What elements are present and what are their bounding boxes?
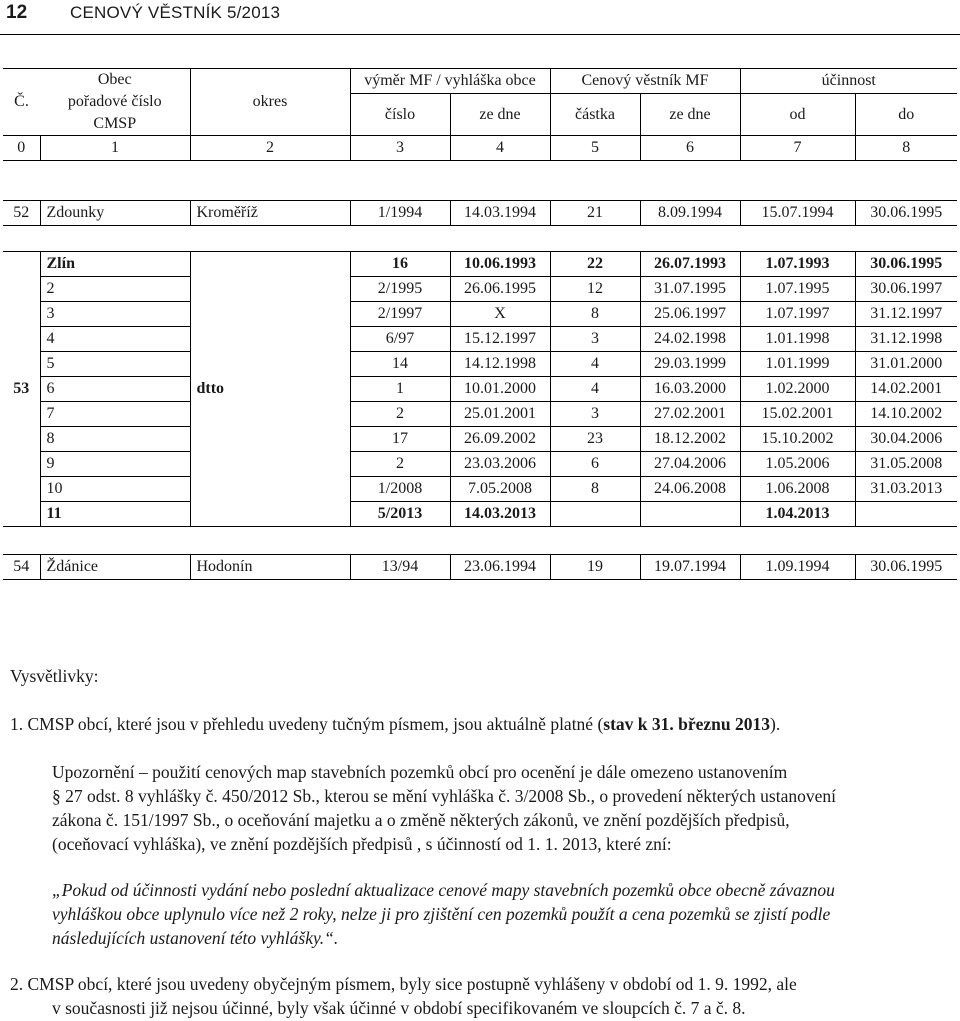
header-c: Č.: [3, 69, 40, 136]
cell-cislo: 13/94: [350, 555, 450, 580]
index-cell: 4: [450, 136, 550, 161]
cell-okres: dtto: [190, 252, 350, 527]
cell-castka: 6: [550, 452, 640, 477]
index-cell: 2: [190, 136, 350, 161]
row-52-table: [3, 200, 957, 226]
group-53-table: [3, 251, 957, 527]
cell-od: 1.06.2008: [740, 477, 855, 502]
cell-okres: Kroměříž: [190, 201, 350, 226]
cell-ze-dne: 14.03.2013: [450, 502, 550, 527]
cell-ze-dne: 23.03.2006: [450, 452, 550, 477]
warning-block: [52, 760, 957, 856]
cell-cislo: 14: [350, 352, 450, 377]
cell-od: 1.07.1995: [740, 277, 855, 302]
cell-do: 14.10.2002: [855, 402, 957, 427]
cell-ze-dne-2: 19.07.1994: [640, 555, 740, 580]
table-row: [3, 302, 957, 327]
table-row: [3, 327, 957, 352]
index-cell: 6: [640, 136, 740, 161]
cell-castka: 19: [550, 555, 640, 580]
cell-cislo: 2/1995: [350, 277, 450, 302]
cell-ze-dne: 14.12.1998: [450, 352, 550, 377]
header-cislo: číslo: [350, 94, 450, 136]
header-poradove: pořadové číslo: [67, 93, 162, 110]
cell-obec: Zdounky: [40, 201, 190, 226]
table-row: [3, 452, 957, 477]
cell-od: 1.09.1994: [740, 555, 855, 580]
header-obec-label: Obec: [97, 71, 132, 88]
table-row: [3, 555, 957, 580]
note-1-post: ).: [770, 714, 781, 734]
table-row: [3, 377, 957, 402]
cell-ze-dne-2: [640, 502, 740, 527]
cell-castka: 4: [550, 352, 640, 377]
cell-obec: 4: [40, 327, 190, 352]
cell-do: 30.06.1995: [855, 201, 957, 226]
cell-ze-dne-2: 24.02.1998: [640, 327, 740, 352]
cell-castka: 23: [550, 427, 640, 452]
cell-okres: Hodonín: [190, 555, 350, 580]
table-row: [3, 402, 957, 427]
cell-ze-dne: 15.12.1997: [450, 327, 550, 352]
index-cell: 0: [3, 136, 40, 161]
cell-obec: 10: [40, 477, 190, 502]
cell-obec: 3: [40, 302, 190, 327]
header-okres: okres: [190, 69, 350, 136]
row-54-table: [3, 554, 957, 580]
index-row: [3, 136, 957, 161]
cell-od: 1.01.1998: [740, 327, 855, 352]
cell-do: 31.12.1997: [855, 302, 957, 327]
table-row: [3, 252, 957, 277]
cell-ze-dne-2: 26.07.1993: [640, 252, 740, 277]
cell-obec: 6: [40, 377, 190, 402]
table-row: [3, 477, 957, 502]
cell-do: 31.01.2000: [855, 352, 957, 377]
cell-obec: 5: [40, 352, 190, 377]
cell-obec: Zlín: [40, 252, 190, 277]
cell-do: 14.02.2001: [855, 377, 957, 402]
cell-od: 1.07.1993: [740, 252, 855, 277]
cell-castka: 3: [550, 402, 640, 427]
cell-od: 1.01.1999: [740, 352, 855, 377]
cell-cislo: 2/1997: [350, 302, 450, 327]
header-cmsp: CMSP: [93, 115, 137, 132]
cell-od: 15.07.1994: [740, 201, 855, 226]
index-cell: 7: [740, 136, 855, 161]
cell-castka: 8: [550, 477, 640, 502]
cell-castka: 8: [550, 302, 640, 327]
cell-ze-dne-2: 16.03.2000: [640, 377, 740, 402]
header-do: do: [855, 94, 957, 136]
header-ze-dne-2: ze dne: [640, 94, 740, 136]
cell-do: 31.12.1998: [855, 327, 957, 352]
cell-ze-dne-2: 25.06.1997: [640, 302, 740, 327]
cell-cislo: 1/2008: [350, 477, 450, 502]
index-cell: 8: [855, 136, 957, 161]
index-cell: 3: [350, 136, 450, 161]
cell-do: 30.04.2006: [855, 427, 957, 452]
cell-ze-dne: 10.01.2000: [450, 377, 550, 402]
cell-ze-dne-2: 31.07.1995: [640, 277, 740, 302]
cell-ze-dne: 26.09.2002: [450, 427, 550, 452]
cell-cislo: 1: [350, 377, 450, 402]
warning-line: zákona č. 151/1997 Sb., o oceňování majetku a o změně některých zákonů, ve znění pozdějších předpisů,: [52, 810, 790, 830]
cell-cislo: 6/97: [350, 327, 450, 352]
cell-ze-dne: 26.06.1995: [450, 277, 550, 302]
warning-line: Upozornění – použití cenových map stavebních pozemků obcí pro ocenění je dále omezeno ustanovením: [52, 762, 788, 782]
cell-ze-dne-2: 27.04.2006: [640, 452, 740, 477]
index-cell: 5: [550, 136, 640, 161]
note-1: [10, 712, 955, 736]
cell-od: 1.02.2000: [740, 377, 855, 402]
table-row: [3, 427, 957, 452]
cell-ze-dne-2: 24.06.2008: [640, 477, 740, 502]
header-ucinnost: účinnost: [740, 69, 957, 94]
cell-cislo: 2: [350, 402, 450, 427]
note-2: [10, 972, 955, 1020]
cell-obec: 2: [40, 277, 190, 302]
quote-line: „Pokud od účinnosti vydání nebo poslední aktualizace cenové mapy stavebních pozemků obce obecně závaznou: [52, 880, 835, 900]
cell-do: 30.06.1997: [855, 277, 957, 302]
cell-obec: Ždánice: [40, 555, 190, 580]
cell-cislo: 16: [350, 252, 450, 277]
header-cenovy: Cenový věstník MF: [550, 69, 740, 94]
index-cell: 1: [40, 136, 190, 161]
warning-line: (oceňovací vyhláška), ve znění pozdějších předpisů , s účinností od 1. 1. 2013, které zní:: [52, 834, 672, 854]
note-1-bold: stav k 31. březnu 2013: [603, 714, 771, 734]
cell-od: 1.05.2006: [740, 452, 855, 477]
table-row: [3, 352, 957, 377]
cell-do: 30.06.1995: [855, 252, 957, 277]
header-vymer: výměr MF / vyhláška obce: [350, 69, 550, 94]
cell-od: 1.04.2013: [740, 502, 855, 527]
cell-ze-dne-2: 8.09.1994: [640, 201, 740, 226]
cell-cislo: 1/1994: [350, 201, 450, 226]
cell-castka: 3: [550, 327, 640, 352]
cell-obec: 8: [40, 427, 190, 452]
note-1-pre: 1. CMSP obcí, které jsou v přehledu uvedeny tučným písmem, jsou aktuálně platné (: [10, 714, 604, 734]
cell-cislo: 2: [350, 452, 450, 477]
cell-ze-dne: 10.06.1993: [450, 252, 550, 277]
journal-title: CENOVÝ VĚSTNÍK 5/2013: [70, 3, 281, 22]
cell-cislo: 5/2013: [350, 502, 450, 527]
cell-castka: 21: [550, 201, 640, 226]
page-number: 12: [6, 2, 28, 23]
cell-obec: 11: [40, 502, 190, 527]
cell-ze-dne: X: [450, 302, 550, 327]
cell-ze-dne: 7.05.2008: [450, 477, 550, 502]
cell-cislo: 17: [350, 427, 450, 452]
cell-castka: 22: [550, 252, 640, 277]
cell-ze-dne: 23.06.1994: [450, 555, 550, 580]
cell-nr: 52: [3, 201, 40, 226]
cell-od: 15.10.2002: [740, 427, 855, 452]
page-header: [0, 0, 960, 35]
warning-line: § 27 odst. 8 vyhlášky č. 450/2012 Sb., kterou se mění vyhláška č. 3/2008 Sb., o provedení některých ustanovení: [52, 786, 836, 806]
cell-ze-dne: 25.01.2001: [450, 402, 550, 427]
header-obec: [40, 69, 190, 136]
note-2-line: 2. CMSP obcí, které jsou uvedeny obyčejným písmem, byly sice postupně vyhlášeny v období od 1. 9. 1992, ale: [10, 974, 797, 994]
quote-line: vyhláškou obce uplynulo více než 2 roky, nelze ji pro zjištění cen pozemků použít a cena pozemků se zjistí podle: [52, 904, 831, 924]
header-castka: částka: [550, 94, 640, 136]
cell-nr: 53: [3, 252, 40, 527]
header-ze-dne-1: ze dne: [450, 94, 550, 136]
note-2-line: v současnosti již nejsou účinné, byly však účinné v období specifikovaném ve sloupcích č. 7 a č. 8.: [52, 998, 746, 1018]
cell-ze-dne-2: 27.02.2001: [640, 402, 740, 427]
cell-castka: 4: [550, 377, 640, 402]
table-row: [3, 277, 957, 302]
quote-block: [52, 878, 957, 950]
header-od: od: [740, 94, 855, 136]
cell-do: [855, 502, 957, 527]
cell-od: 15.02.2001: [740, 402, 855, 427]
cell-ze-dne-2: 29.03.1999: [640, 352, 740, 377]
notes-title: Vysvětlivky:: [10, 666, 99, 686]
table-header: [3, 68, 957, 161]
cell-do: 31.03.2013: [855, 477, 957, 502]
cell-nr: 54: [3, 555, 40, 580]
cell-ze-dne-2: 18.12.2002: [640, 427, 740, 452]
quote-line: následujících ustanovení této vyhlášky.“.: [52, 928, 339, 948]
cell-od: 1.07.1997: [740, 302, 855, 327]
cell-do: 30.06.1995: [855, 555, 957, 580]
cell-do: 31.05.2008: [855, 452, 957, 477]
cell-castka: 12: [550, 277, 640, 302]
cell-ze-dne: 14.03.1994: [450, 201, 550, 226]
table-row: [3, 502, 957, 527]
cell-obec: 9: [40, 452, 190, 477]
table-row: [3, 201, 957, 226]
cell-obec: 7: [40, 402, 190, 427]
cell-castka: [550, 502, 640, 527]
